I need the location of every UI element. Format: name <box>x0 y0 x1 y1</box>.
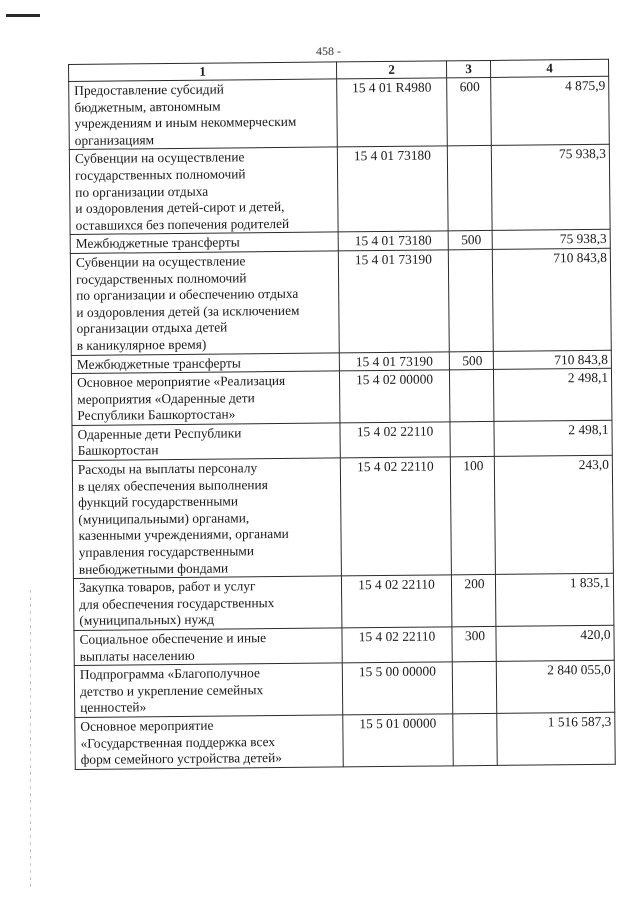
budget-table-wrapper <box>68 59 615 770</box>
cell-code: 15 4 02 22110 <box>341 575 451 628</box>
cell-name-line: казенными учреждениями, органами <box>78 526 289 544</box>
cell-amount: 1 835,1 <box>495 574 613 627</box>
cell-name-line: Башкортостан <box>77 442 159 459</box>
cell-code: 15 4 01 73190 <box>338 250 449 353</box>
cell-name-line: и оздоровления детей-сирот и детей, <box>75 199 285 217</box>
table-body <box>69 76 616 769</box>
cell-code: 15 5 01 00000 <box>343 714 453 767</box>
table-row <box>73 574 613 631</box>
table-row <box>71 368 611 425</box>
cell-name-line: в целях обеспечения выполнения <box>77 476 268 494</box>
cell-amount: 2 498,1 <box>494 420 612 456</box>
cell-name-line: Основное мероприятие «Реализация <box>76 373 286 391</box>
cell-name-line: Субвенции на осуществление <box>74 149 245 167</box>
cell-code: 15 4 02 22110 <box>340 457 451 576</box>
cell-code: 15 4 01 73180 <box>338 231 448 251</box>
page-number: 458 - <box>316 44 341 58</box>
cell-code: 15 5 00 00000 <box>342 662 452 715</box>
column-header-4: 4 <box>490 59 608 77</box>
cell-name-line: Основное мероприятие <box>80 717 214 734</box>
cell-name-line: детство и укрепление семейных <box>79 681 264 699</box>
cell-name-line: (муниципальными) органами, <box>78 510 250 527</box>
cell-name-line: Предоставление субсидий <box>74 81 224 98</box>
cell-amount: 4 875,9 <box>491 76 610 146</box>
cell-amount: 710 843,8 <box>492 248 611 351</box>
cell-amount: 420,0 <box>496 625 614 661</box>
cell-expense-type: 200 <box>451 575 495 627</box>
cell-name-line: Межбюджетные трансферты <box>75 234 240 252</box>
table-row <box>72 455 613 578</box>
cell-name <box>72 423 340 461</box>
cell-expense-type: 600 <box>447 77 492 146</box>
table-row <box>72 420 612 460</box>
cell-name-line: Субвенции на осуществление <box>75 253 246 270</box>
cell-name-line: (муниципальных) нужд <box>79 612 215 629</box>
cell-expense-type: 100 <box>450 456 495 575</box>
cell-name-line: Одаренные дети Республики <box>77 425 242 442</box>
cell-name-line: организациям <box>74 131 155 148</box>
cell-name <box>71 371 339 425</box>
cell-amount: 1 516 587,3 <box>497 712 615 765</box>
cell-name-line: «Государственная поддержка всех <box>80 733 276 751</box>
cell-name-line: Закупка товаров, работ и услуг <box>78 578 256 596</box>
cell-name-line: бюджетным, автономным <box>74 98 221 115</box>
scan-edge-mark <box>6 14 40 17</box>
cell-code: 15 4 02 22110 <box>340 422 450 458</box>
cell-expense-type: 500 <box>449 351 493 370</box>
cell-expense-type <box>448 249 493 351</box>
column-header-1: 1 <box>69 62 337 82</box>
scan-margin-line <box>30 590 31 890</box>
table-row <box>69 145 610 235</box>
cell-name-line: выплаты населению <box>79 647 195 664</box>
cell-name-line: Подпрограмма «Благополучное <box>79 665 261 683</box>
table-row <box>74 625 614 665</box>
cell-name-line: для обеспечения государственных <box>79 594 275 612</box>
column-header-3: 3 <box>446 60 490 77</box>
cell-code: 15 4 02 00000 <box>339 370 449 423</box>
cell-amount: 2 840 055,0 <box>496 660 614 713</box>
cell-code: 15 4 01 73190 <box>339 351 449 371</box>
cell-name <box>69 147 338 235</box>
cell-name-line: оставшихся без попечения родителей <box>75 215 290 233</box>
cell-name-line: и оздоровления детей (за исключением <box>76 302 300 320</box>
cell-name-line: Расходы на выплаты персоналу <box>77 460 258 477</box>
table-row <box>70 248 611 355</box>
cell-name-line: Социальное обеспечение и иные <box>79 630 267 647</box>
cell-code: 15 4 01 R4980 <box>337 78 448 147</box>
table-row <box>69 76 610 150</box>
cell-name-line: ценностей» <box>80 699 147 716</box>
cell-amount: 75 938,3 <box>491 145 610 231</box>
cell-name-line: функций государственными <box>78 493 239 511</box>
cell-expense-type <box>449 370 493 422</box>
cell-expense-type <box>447 146 492 231</box>
cell-name <box>70 251 339 355</box>
cell-amount: 75 938,3 <box>492 230 610 250</box>
cell-name-line: Республики Башкортостан» <box>77 406 236 424</box>
cell-expense-type <box>453 713 497 765</box>
cell-name-line: учреждениям и иным некоммерческим <box>74 113 297 132</box>
cell-expense-type: 500 <box>448 231 492 250</box>
cell-name <box>75 715 343 769</box>
table-row <box>74 660 614 717</box>
cell-name <box>72 458 341 579</box>
cell-name-line: государственных полномочий <box>75 269 247 287</box>
cell-expense-type: 300 <box>452 626 496 662</box>
cell-expense-type <box>450 421 494 457</box>
table-row <box>75 712 615 769</box>
cell-name-line: в каникулярное время) <box>76 336 207 353</box>
cell-amount: 710 843,8 <box>493 350 611 370</box>
cell-name-line: форм семейного устройства детей» <box>80 750 282 768</box>
cell-name <box>74 663 342 717</box>
cell-name-line: по организации и обеспечению отдыха <box>76 285 299 304</box>
cell-amount: 243,0 <box>494 455 613 574</box>
cell-expense-type <box>452 662 496 714</box>
cell-amount: 2 498,1 <box>493 368 611 421</box>
cell-name <box>74 628 342 666</box>
cell-name-line: мероприятия «Одаренные дети <box>77 389 255 407</box>
column-header-2: 2 <box>336 61 446 79</box>
cell-name-line: государственных полномочий <box>74 166 246 183</box>
cell-name <box>69 79 338 150</box>
cell-name-line: внебюджетными фондами <box>78 560 229 577</box>
cell-name-line: управления государственными <box>78 543 255 560</box>
budget-table <box>68 59 616 770</box>
cell-name-line: по организации отдыха <box>75 183 209 200</box>
cell-name-line: организации отдыха детей <box>76 319 228 337</box>
cell-code: 15 4 02 22110 <box>342 627 452 663</box>
cell-name <box>73 576 341 630</box>
cell-name-line: Межбюджетные трансферты <box>76 354 241 372</box>
cell-code: 15 4 01 73180 <box>337 146 448 232</box>
